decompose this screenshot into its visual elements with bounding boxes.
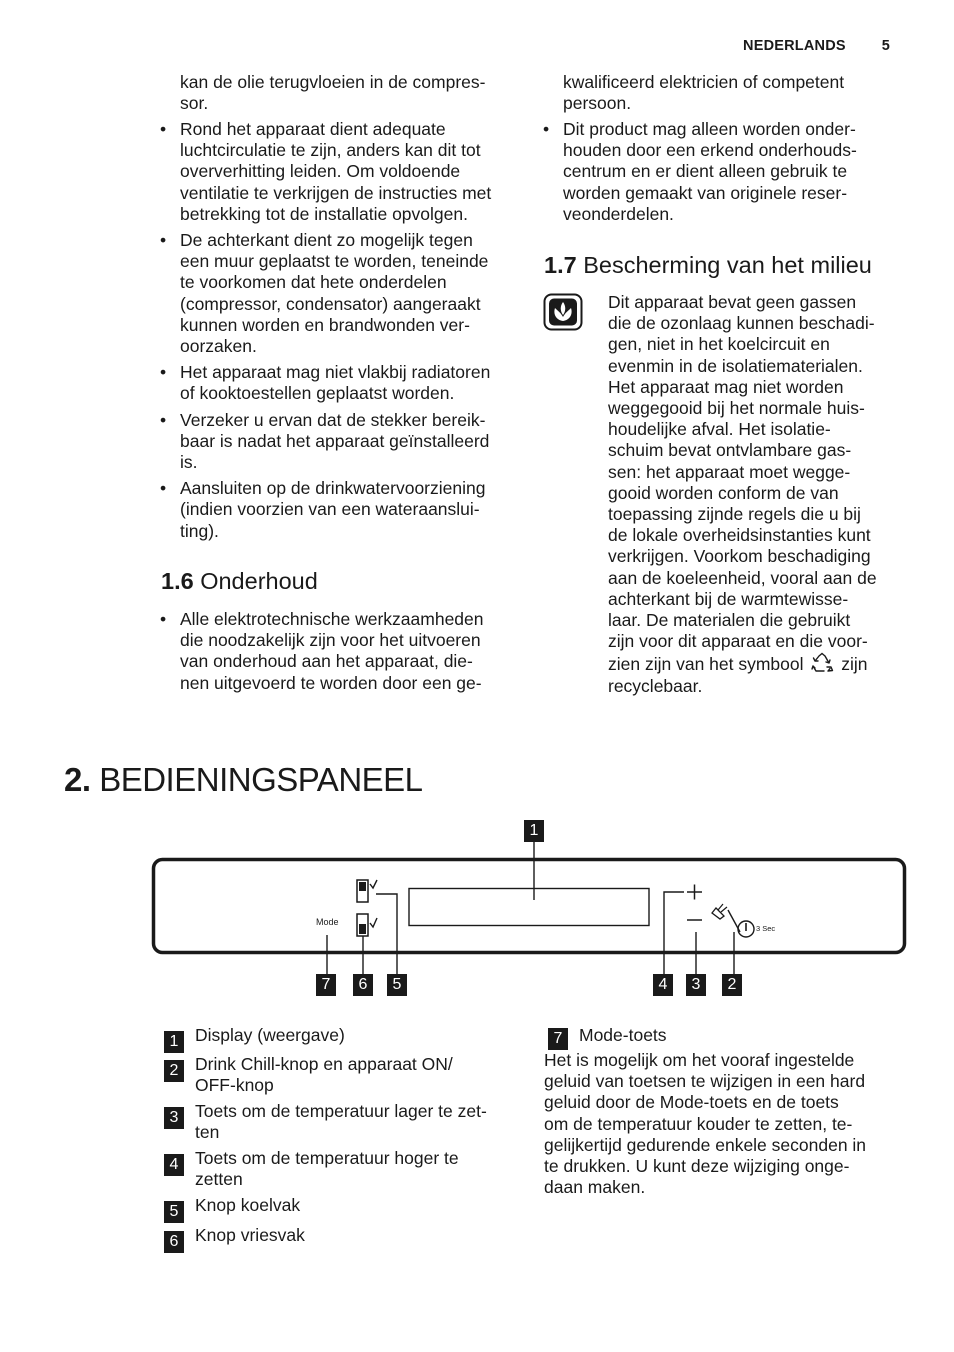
legend-badge: 2 — [164, 1060, 184, 1082]
legend-badge: 5 — [164, 1201, 184, 1223]
mode-description: Het is mogelijk om het vooraf ingestelde geluid van toetsen te wijzigen in een hard geluid door de Mode-toets en de toets om de temperatuur kouder te zetten, te- gelijkertijd gedurende enkele seconden in te drukken. U kunt deze wijziging onge- daan maken. — [544, 1050, 867, 1198]
legend-item — [164, 1101, 524, 1143]
maintenance-bullet-list — [160, 609, 520, 699]
legend-badge: 6 — [164, 1231, 184, 1253]
section-number: 1.6 — [161, 568, 194, 594]
callout-badge: 1 — [524, 820, 544, 842]
legend-text: Knop koelvak — [195, 1195, 301, 1215]
legend-text: Display (weergave) — [195, 1025, 345, 1045]
page-header — [743, 38, 890, 54]
chapter-heading — [64, 760, 423, 800]
legend-text: Knop vriesvak — [195, 1225, 305, 1245]
right-continued-text: kwalificeerd elektricien of competent persoon. — [563, 72, 845, 114]
legend-item — [164, 1054, 524, 1096]
control-panel-diagram — [150, 818, 910, 1000]
legend-item-mode — [548, 1025, 908, 1046]
left-bullet-list — [160, 119, 520, 547]
environment-text-after-symbol: zijn — [841, 654, 868, 675]
legend-text: Toets om de temperatuur lager te zet- ten — [195, 1101, 487, 1143]
list-item: • Dit product mag alleen worden onder- houden door een erkend onderhouds- centrum en er dient alleen gebruik te worden gemaakt van originele reser- veonderdelen. — [543, 119, 903, 225]
callout-line-4 — [664, 892, 684, 974]
legend-badge: 7 — [548, 1028, 568, 1050]
fridge-compartment-icon — [357, 880, 377, 902]
page-number: 5 — [881, 38, 890, 54]
freezer-compartment-icon — [357, 914, 377, 936]
legend-title: Mode-toets — [579, 1025, 667, 1045]
legend-item — [164, 1225, 524, 1250]
right-bullet-list — [543, 119, 903, 230]
callout-badge: 2 — [722, 974, 742, 996]
legend-item — [164, 1025, 524, 1050]
section-title: Bescherming van het milieu — [583, 252, 872, 278]
legend-badge: 4 — [164, 1154, 184, 1176]
list-item: • Verzeker u ervan dat de stekker bereik- baar is nadat het apparaat geïnstalleerd is. — [160, 410, 520, 474]
legend-badge: 3 — [164, 1107, 184, 1129]
list-item: • Alle elektrotechnische werkzaamheden die noodzakelijk zijn voor het uitvoeren van onderhoud aan het apparaat, die- nen uitgevoerd te worden door een ge- — [160, 609, 520, 694]
legend-item — [164, 1148, 524, 1190]
environment-text: Dit apparaat bevat geen gassen die de ozonlaag kunnen beschadi- gen, niet in het koelcircuit en evenmin in de isolatiematerialen. Het apparaat mag niet worden weggegooid bij het normale huis- houdelijke afval. Het isolatie- schuim bevat ontvlambare gas- sen: het apparaat moet wegge- gooid worden conform de van toepassing zijnde regels die u bij de lokale overheidsinstanties kunt verkrijgen. Voorkom beschadiging aan de koeleenheid, vooral aan de achterkant bij de warmtewisse- laar. De materialen die gebruikt zijn voor dit apparaat en die voor- — [608, 292, 877, 652]
environment-text-before-symbol: zien zijn van het symbool — [608, 654, 804, 675]
section-heading-1-7 — [544, 251, 872, 279]
callout-line-5 — [376, 894, 397, 974]
mode-label: Mode — [316, 917, 339, 927]
plus-icon — [687, 885, 702, 900]
three-sec-label: 3 Sec — [756, 924, 776, 933]
environment-text-symbol-line — [608, 652, 908, 675]
chapter-title: BEDIENINGSPANEEL — [99, 761, 423, 798]
legend-badge: 1 — [164, 1031, 184, 1053]
section-title: Onderhoud — [200, 568, 318, 594]
callout-badge: 7 — [316, 974, 336, 996]
language-label: NEDERLANDS — [743, 38, 846, 54]
section-heading-1-6 — [161, 567, 318, 595]
list-item: • Aansluiten op de drinkwatervoorziening (indien voorzien van een wateraanslui- ting). — [160, 478, 520, 542]
legend-item — [164, 1195, 524, 1220]
list-item: • De achterkant dient zo mogelijk tegen een muur geplaatst te worden, teneinde te voorkomen dat hete onderdelen (compressor, condensator) aangeraakt kunnen worden en brandwonden ver- oorzaken. — [160, 230, 520, 357]
list-item: • Het apparaat mag niet vlakbij radiatoren of kooktoestellen geplaatst worden. — [160, 362, 520, 404]
callout-badge: 3 — [686, 974, 706, 996]
section-number: 1.7 — [544, 252, 577, 278]
panel-outline — [154, 860, 905, 953]
list-item: • Rond het apparaat dient adequate luchtcirculatie te zijn, anders kan dit tot oververhitting leiden. Om voldoende ventilatie te verkrijgen de instructies met betrekking tot de installatie opvolgen. — [160, 119, 520, 225]
callout-badge: 5 — [387, 974, 407, 996]
environment-text-end: recyclebaar. — [608, 675, 703, 696]
environment-leaf-icon — [543, 293, 583, 331]
legend-text: Toets om de temperatuur hoger te zetten — [195, 1148, 459, 1190]
callout-badge: 4 — [653, 974, 673, 996]
environment-paragraph — [608, 292, 908, 697]
left-continued-text: kan de olie terugvloeien in de compres- sor. — [180, 72, 486, 114]
legend-text: Drink Chill-knop en apparaat ON/ OFF-knop — [195, 1054, 453, 1096]
recycle-icon — [810, 652, 834, 674]
drink-chill-power-icon — [712, 904, 754, 937]
chapter-number: 2. — [64, 761, 91, 798]
display-window — [409, 889, 649, 926]
callout-badge: 6 — [353, 974, 373, 996]
